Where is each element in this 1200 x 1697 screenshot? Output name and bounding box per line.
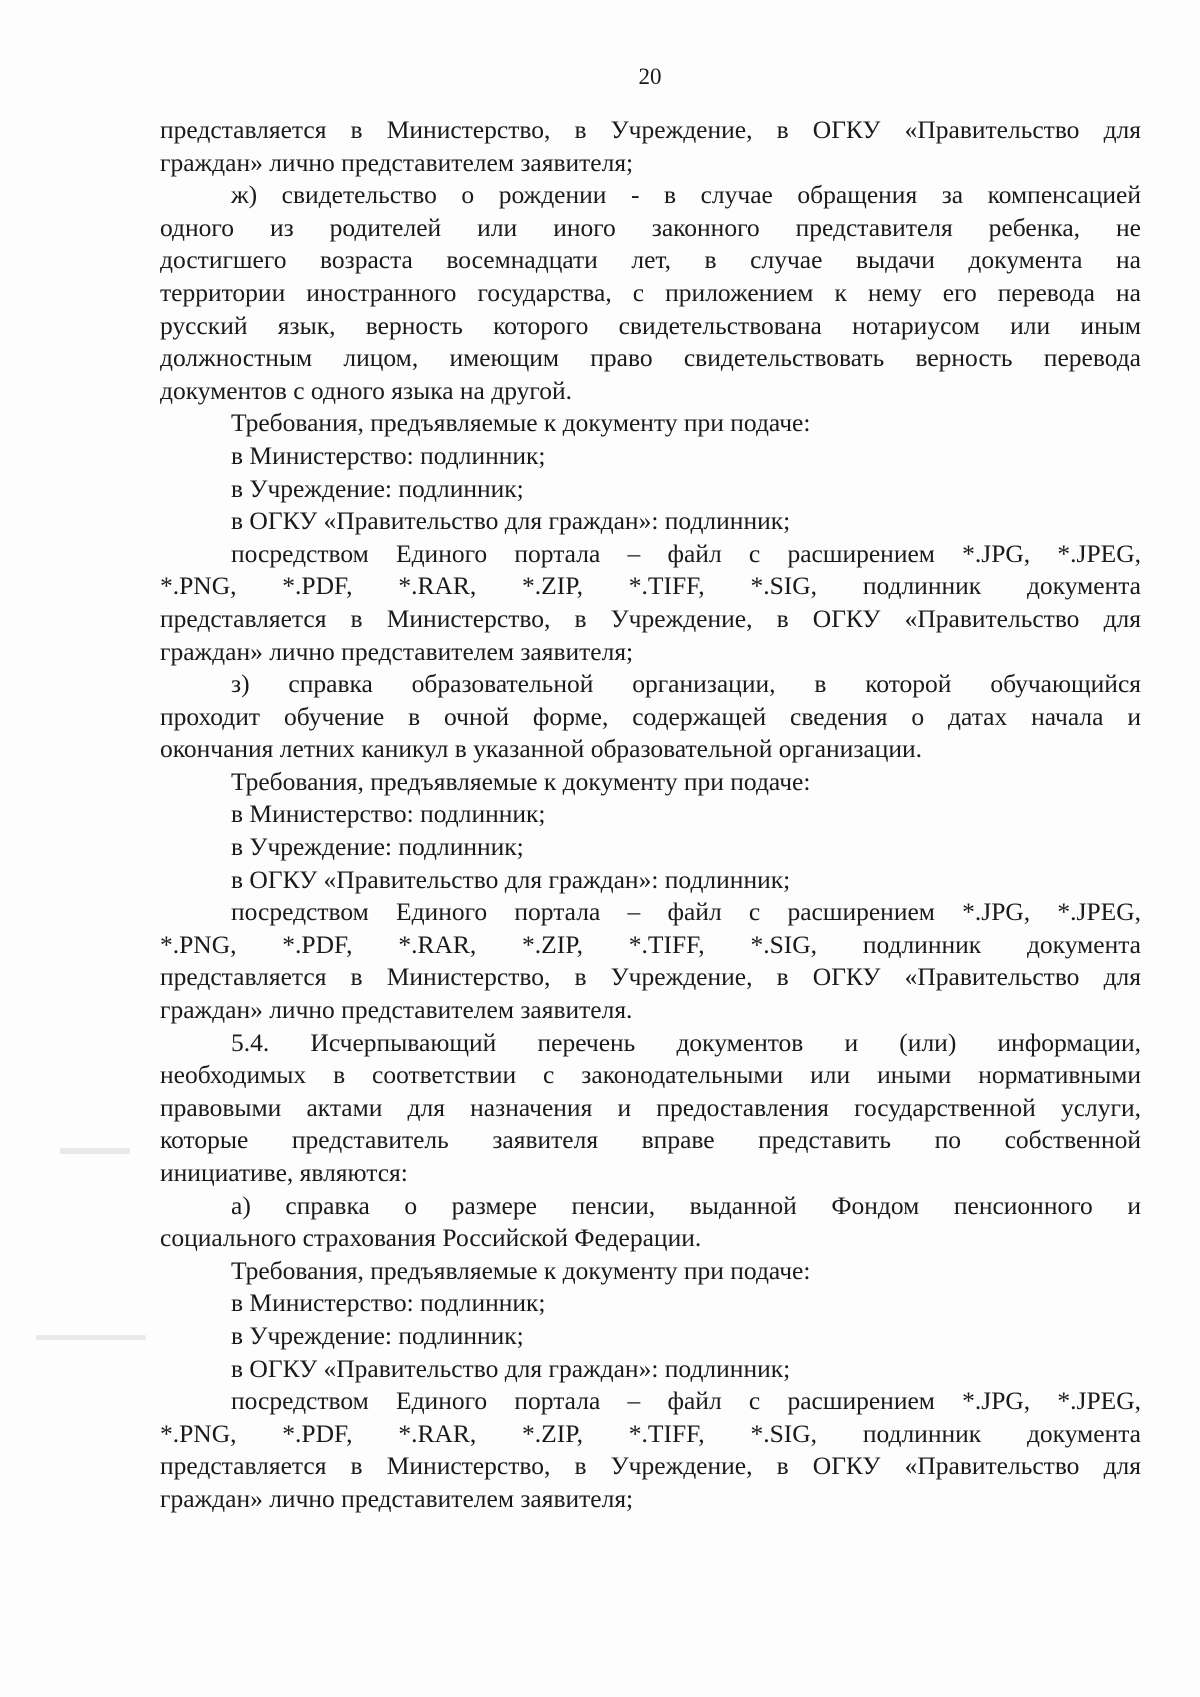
text-line: Требования, предъявляемые к документу при подаче: (231, 408, 811, 438)
text-line: одного из родителей или иного законного представителя ребенка, не (160, 212, 1141, 242)
text-line: русский язык, верность которого свидетельствована нотариусом или иным (160, 310, 1141, 340)
scan-artifact (36, 1335, 146, 1340)
text-line: в ОГКУ «Правительство для граждан»: подлинник; (231, 1353, 791, 1383)
paragraph (160, 505, 1141, 538)
paragraph (160, 179, 1141, 407)
text-line: в ОГКУ «Правительство для граждан»: подлинник; (231, 864, 791, 894)
text-line: посредством Единого портала – файл с расширением *.JPG, *.JPEG, (231, 897, 1141, 927)
text-line: граждан» лично представителем заявителя; (160, 636, 634, 666)
text-line: окончания летних каникул в указанной образовательной организации. (160, 734, 923, 764)
text-line: *.PNG, *.PDF, *.RAR, *.ZIP, *.TIFF, *.SIG, подлинник документа (160, 571, 1141, 601)
text-line: Требования, предъявляемые к документу при подаче: (231, 766, 811, 796)
paragraph (160, 407, 1141, 440)
text-line: достигшего возраста восемнадцати лет, в случае выдачи документа на (160, 245, 1141, 275)
text-line: посредством Единого портала – файл с расширением *.JPG, *.JPEG, (231, 1386, 1141, 1416)
paragraph (160, 896, 1141, 1026)
document-body (160, 114, 1141, 1516)
scan-artifact (60, 1148, 130, 1154)
paragraph (160, 1287, 1141, 1320)
text-line: социального страхования Российской Федерации. (160, 1223, 702, 1253)
text-line: в Учреждение: подлинник; (231, 1320, 524, 1350)
paragraph (160, 831, 1141, 864)
paragraph (160, 1027, 1141, 1190)
paragraph (160, 114, 1141, 179)
text-line: представляется в Министерство, в Учреждение, в ОГКУ «Правительство для (160, 115, 1141, 144)
text-line: *.PNG, *.PDF, *.RAR, *.ZIP, *.TIFF, *.SIG, подлинник документа (160, 1418, 1141, 1448)
paragraph (160, 766, 1141, 799)
text-line: в Учреждение: подлинник; (231, 473, 524, 503)
text-line: ж) свидетельство о рождении - в случае обращения за компенсацией (231, 180, 1141, 210)
paragraph (160, 1190, 1141, 1255)
text-line: граждан» лично представителем заявителя. (160, 995, 633, 1025)
paragraph (160, 538, 1141, 668)
text-line: в Учреждение: подлинник; (231, 832, 524, 862)
text-line: граждан» лично представителем заявителя; (160, 1483, 634, 1513)
text-line: инициативе, являются: (160, 1158, 408, 1187)
text-line: в Министерство: подлинник; (231, 799, 546, 829)
text-line: а) справка о размере пенсии, выданной Фондом пенсионного и (231, 1190, 1141, 1220)
paragraph (160, 1320, 1141, 1353)
paragraph (160, 440, 1141, 473)
paragraph (160, 668, 1141, 766)
text-line: граждан» лично представителем заявителя; (160, 147, 634, 177)
text-line: которые представитель заявителя вправе представить по собственной (160, 1125, 1141, 1155)
paragraph (160, 1255, 1141, 1288)
text-line: необходимых в соответствии с законодательными или иными нормативными (160, 1060, 1141, 1090)
paragraph (160, 1353, 1141, 1386)
paragraph (160, 473, 1141, 506)
text-line: представляется в Министерство, в Учреждение, в ОГКУ «Правительство для (160, 962, 1141, 992)
paragraph (160, 798, 1141, 831)
text-line: проходит обучение в очной форме, содержащей сведения о датах начала и (160, 701, 1141, 731)
text-line: в Министерство: подлинник; (231, 1288, 546, 1318)
text-line: посредством Единого портала – файл с расширением *.JPG, *.JPEG, (231, 538, 1141, 568)
text-line: в Министерство: подлинник; (231, 440, 546, 470)
text-line: в ОГКУ «Правительство для граждан»: подлинник; (231, 506, 791, 536)
text-line: представляется в Министерство, в Учреждение, в ОГКУ «Правительство для (160, 603, 1141, 633)
text-line: правовыми актами для назначения и предоставления государственной услуги, (160, 1092, 1141, 1122)
paragraph (160, 864, 1141, 897)
text-line: представляется в Министерство, в Учреждение, в ОГКУ «Правительство для (160, 1451, 1141, 1481)
text-line: з) справка образовательной организации, в которой обучающийся (231, 669, 1141, 699)
paragraph (160, 1385, 1141, 1515)
text-line: Требования, предъявляемые к документу при подаче: (231, 1255, 811, 1285)
text-line: территории иностранного государства, с приложением к нему его перевода на (160, 277, 1141, 307)
text-line: документов с одного языка на другой. (160, 375, 572, 405)
text-line: 5.4. Исчерпывающий перечень документов и (или) информации, (231, 1027, 1141, 1057)
page-number: 20 (638, 64, 662, 89)
text-line: должностным лицом, имеющим право свидетельствовать верность перевода (160, 343, 1141, 373)
text-line: *.PNG, *.PDF, *.RAR, *.ZIP, *.TIFF, *.SIG, подлинник документа (160, 929, 1141, 959)
